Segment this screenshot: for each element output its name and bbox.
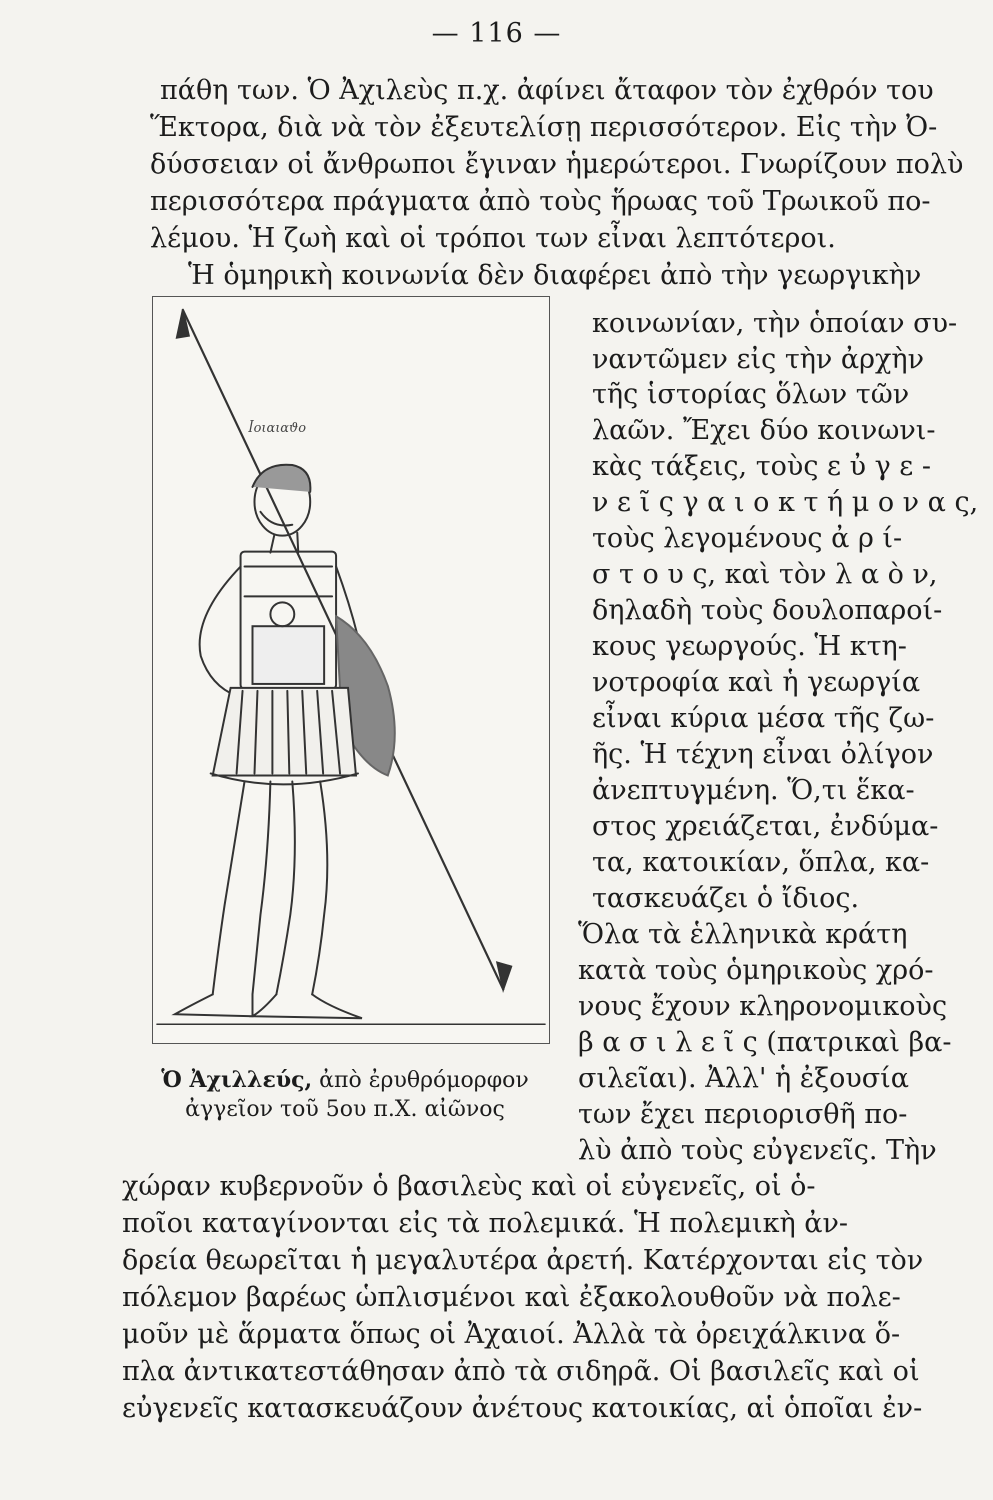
- caption-name: Ὁ Ἀχιλλεύς,: [161, 1067, 313, 1093]
- text-line: β α σ ι λ ε ῖ ς (πατρικαὶ βα-: [578, 1027, 952, 1058]
- text-line: περισσότερα πράγματα ἀπὸ τοὺς ἥρωας τοῦ Τρωικοῦ πο-: [150, 186, 931, 217]
- text-line: τῆς ἱστορίας ὅλων τῶν: [592, 379, 910, 410]
- text-line: ποῖοι καταγίνονται εἰς τὰ πολεμικά. Ἡ πολεμικὴ ἀν-: [122, 1208, 848, 1239]
- text-line: ἀνεπτυγμένη. Ὅ,τι ἕκα-: [592, 775, 915, 806]
- text-line: ῆς. Ἡ τέχνη εἶναι ὀλίγον: [592, 739, 934, 770]
- text-line: κὰς τάξεις, τοὺς ε ὐ γ ε -: [592, 451, 932, 482]
- achilles-illustration: [152, 296, 550, 1044]
- text-line: Ἡ ὁμηρικὴ κοινωνία δὲν διαφέρει ἀπὸ τὴν γεωργικὴν: [188, 260, 922, 291]
- text-line: κους γεωργούς. Ἡ κτη-: [592, 631, 907, 662]
- text-line: Ὅλα τὰ ἑλληνικὰ κράτη: [578, 919, 908, 950]
- text-line: κοινωνίαν, τὴν ὁποίαν συ-: [592, 308, 958, 339]
- text-line: λὺ ἀπὸ τοὺς εὐγενεῖς. Τὴν: [578, 1135, 937, 1166]
- text-line: κατὰ τοὺς ὁμηρικοὺς χρό-: [578, 955, 934, 986]
- text-line: των ἔχει περιορισθῆ πο-: [578, 1099, 908, 1130]
- figure-caption: [130, 1065, 560, 1096]
- text-line: χώραν κυβερνοῦν ὁ βασιλεὺς καὶ οἱ εὐγενεῖς, οἱ ὁ-: [122, 1171, 816, 1202]
- text-line: λέμου. Ἡ ζωὴ καὶ οἱ τρόποι των εἶναι λεπτότεροι.: [150, 223, 836, 254]
- text-line: εἶναι κύρια μέσα τῆς ζω-: [592, 703, 935, 734]
- text-line: ναντῶμεν εἰς τὴν ἀρχὴν: [592, 344, 924, 375]
- text-line: πόλεμον βαρέως ὡπλισμένοι καὶ ἐξακολουθοῦν νὰ πολε-: [122, 1282, 901, 1313]
- text-line: μοῦν μὲ ἅρματα ὅπως οἱ Ἀχαιοί. Ἀλλὰ τὰ ὀρειχάλκινα ὅ-: [122, 1319, 901, 1350]
- text-line: δρεία θεωρεῖται ἡ μεγαλυτέρα ἀρετή. Κατέρχονται εἰς τὸν: [122, 1245, 924, 1276]
- text-line: λαῶν. Ἔχει δύο κοινωνι-: [592, 415, 936, 446]
- text-line: τοὺς λεγομένους ἀ ρ ί-: [592, 523, 903, 554]
- vase-inscription: ꟾοιαιαϑο: [248, 421, 307, 437]
- text-line: πάθη των. Ὁ Ἀχιλεὺς π.χ. ἀφίνει ἄταφον τὸν ἐχθρόν του: [160, 75, 934, 106]
- text-line: Ἕκτορα, διὰ νὰ τὸν ἐξευτελίσῃ περισσότερον. Εἰς τὴν Ὀ-: [150, 112, 938, 143]
- text-line: εὐγενεῖς κατασκευάζουν ἀνέτους κατοικίας, αἱ ὁποῖαι ἐν-: [122, 1393, 923, 1424]
- text-line: νους ἔχουν κληρονομικοὺς: [578, 991, 948, 1022]
- figure-caption-line2: ἀγγεῖον τοῦ 5ου π.Χ. αἰῶνος: [185, 1097, 505, 1122]
- page-number: — 116 —: [431, 18, 562, 49]
- text-line: ν ε ῖ ς γ α ι ο κ τ ή μ ο ν α ς,: [592, 487, 979, 518]
- text-line: τα, κατοικίαν, ὅπλα, κα-: [592, 847, 930, 878]
- text-line: στος χρειάζεται, ἐνδύμα-: [592, 811, 939, 842]
- text-line: τασκευάζει ὁ ἴδιος.: [592, 883, 860, 914]
- caption-rest: ἀπὸ ἐρυθρόμορφον: [312, 1068, 529, 1093]
- text-line: πλα ἀντικατεστάθησαν ἀπὸ τὰ σιδηρᾶ. Οἱ βασιλεῖς καὶ οἱ: [122, 1356, 920, 1387]
- text-line: δύσσειαν οἱ ἄνθρωποι ἔγιναν ἡμερώτεροι. Γνωρίζουν πολὺ: [150, 149, 964, 180]
- text-line: δηλαδὴ τοὺς δουλοπαροί-: [592, 595, 943, 626]
- text-line: σιλεῖαι). Ἀλλ' ἡ ἐξουσία: [578, 1063, 909, 1094]
- text-line: νοτροφία καὶ ἡ γεωργία: [592, 667, 921, 698]
- text-line: σ τ ο υ ς, καὶ τὸν λ α ὸ ν,: [592, 559, 938, 590]
